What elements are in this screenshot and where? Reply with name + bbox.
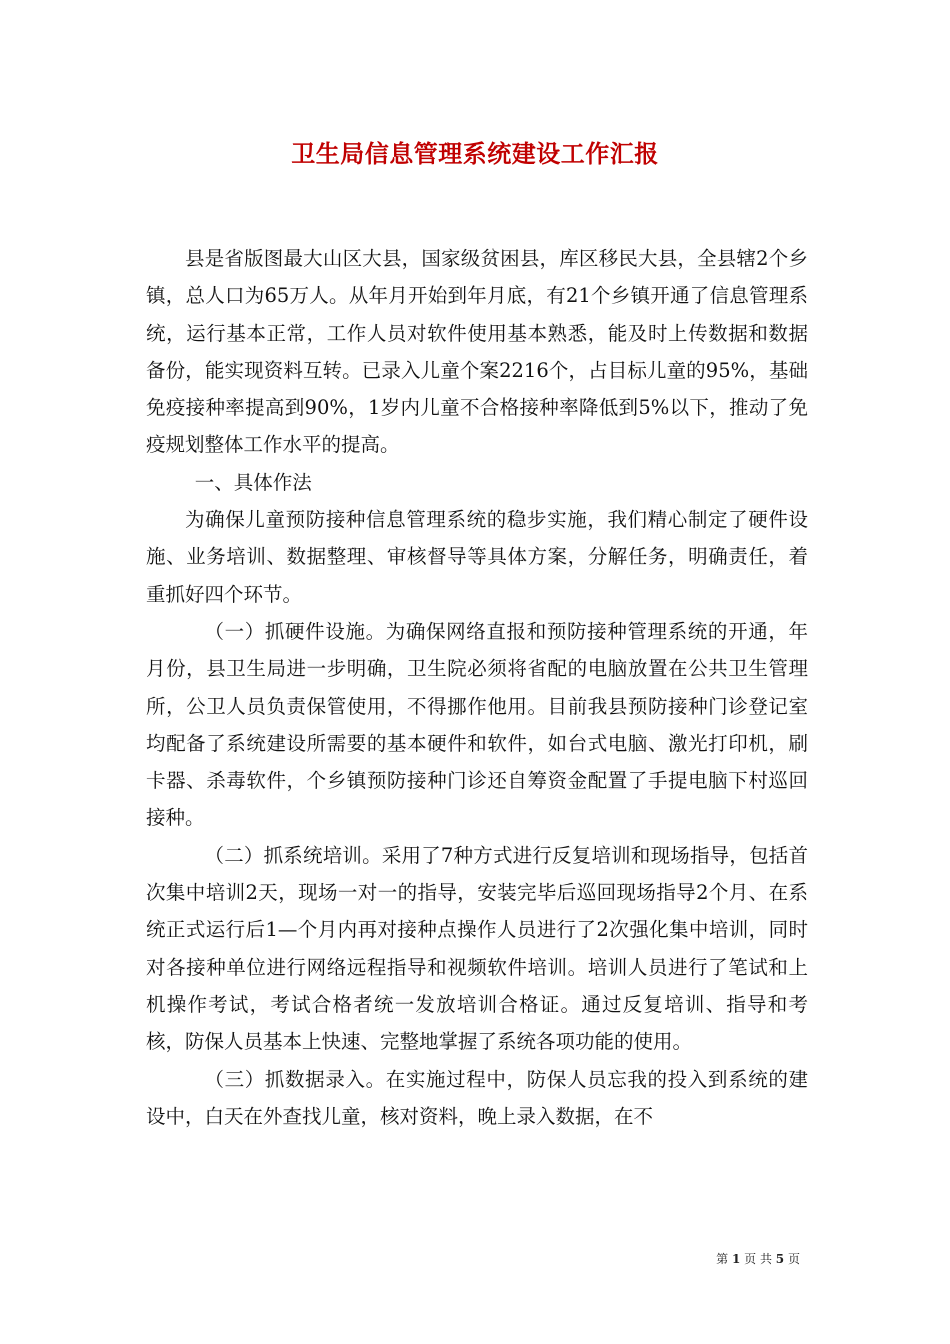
item-training-paragraph: （二）抓系统培训。采用了7种方式进行反复培训和现场指导，包括首次集中培训2天，现场一对一的指导，安装完毕后巡回现场指导2个月、在系统正式运行后1—个月内再对接种点操作人员进行了2次强化集中培训，同时对各接种单位进行网络远程指导和视频软件培训。培训人员进行了笔试和上机操作考试，考试合格者统一发放培训合格证。通过反复培训、指导和考核，防保人员基本上快速、完整地掌握了系统各项功能的使用。 bbox=[146, 843, 808, 1054]
footer-prefix: 第 bbox=[716, 1252, 729, 1266]
item-hardware-paragraph: （一）抓硬件设施。为确保网络直报和预防接种管理系统的开通，年月份，县卫生局进一步明确，卫生院必须将省配的电脑放置在公共卫生管理所，公卫人员负责保管使用，不得挪作他用。目前我县预防接种门诊登记室均配备了系统建设所需要的基本硬件和软件，如台式电脑、激光打印机，刷卡器、杀毒软件，个乡镇预防接种门诊还自筹资金配置了手提电脑下村巡回接种。 bbox=[146, 619, 808, 830]
section-intro-paragraph: 为确保儿童预防接种信息管理系统的稳步实施，我们精心制定了硬件设施、业务培训、数据整理、审核督导等具体方案，分解任务，明确责任，着重抓好四个环节。 bbox=[146, 508, 808, 606]
total-pages-number: 5 bbox=[775, 1252, 785, 1266]
page-footer bbox=[716, 1250, 800, 1267]
intro-paragraph: 县是省版图最大山区大县，国家级贫困县，库区移民大县，全县辖2个乡镇，总人口为65万人。从年月开始到年月底，有21个乡镇开通了信息管理系统，运行基本正常，工作人员对软件使用基本熟悉，能及时上传数据和数据备份，能实现资料互转。已录入儿童个案2216个，占目标儿童的95%，基础免疫接种率提高到90%，1岁内儿童不合格接种率降低到5%以下，推动了免疫规划整体工作水平的提高。 bbox=[146, 247, 808, 457]
footer-suffix: 页 bbox=[787, 1252, 800, 1266]
current-page-number: 1 bbox=[731, 1252, 741, 1266]
footer-middle: 页 共 bbox=[744, 1252, 772, 1266]
document-title: 卫生局信息管理系统建设工作汇报 bbox=[291, 139, 659, 168]
section-heading: 一、具体作法 bbox=[194, 470, 312, 494]
item-data-entry-paragraph: （三）抓数据录入。在实施过程中，防保人员忘我的投入到系统的建设中，白天在外查找儿童，核对资料，晚上录入数据，在不 bbox=[146, 1067, 808, 1128]
document-body bbox=[146, 240, 808, 1135]
